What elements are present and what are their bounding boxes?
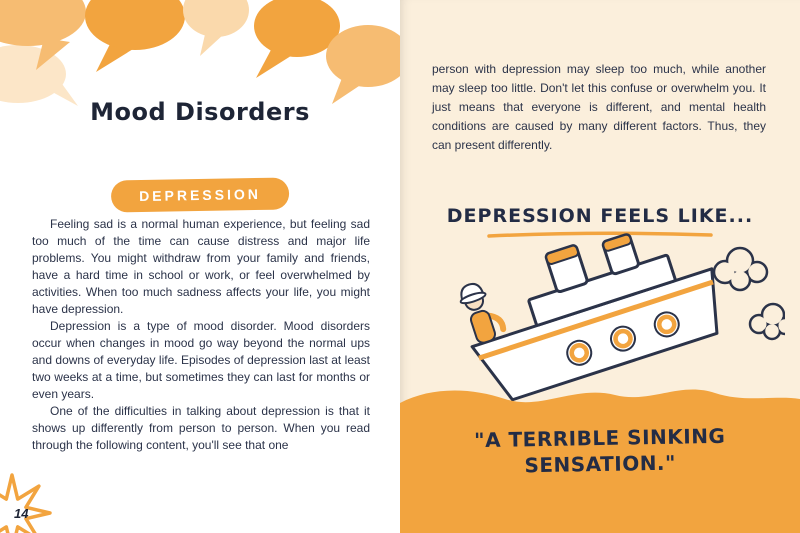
steam-cloud-icon — [750, 304, 785, 339]
speech-bubbles-decoration — [0, 0, 400, 150]
starburst-doodle — [0, 471, 56, 533]
page-title: Mood Disorders — [90, 98, 310, 126]
paragraph: person with depression may sleep too much, while another may sleep too little. Don't let this confuse or overwhelm you. It just means that everyone is different, and mental health conditions are caused by many different factors. Thus, they can present differently. — [432, 62, 766, 152]
paragraph: Feeling sad is a normal human experience, but feeling sad too much of the time can cause distress and major life problems. You might withdraw from your family and friends, have a hard time in school or work, or feel overwhelmed by activities. When too much sadness affects your life, you might have depression. — [32, 217, 370, 316]
paragraph: One of the difficulties in talking about depression is that it shows up differently from person to person. When you read through the following content, you'll see that one — [32, 404, 370, 452]
depression-badge: DEPRESSION — [111, 177, 289, 212]
quote-line: SENSATION." — [524, 450, 677, 478]
body-text-column — [32, 216, 370, 454]
page-number: 14 — [14, 506, 29, 521]
paragraph: Depression is a type of mood disorder. Mood disorders occur when changes in mood go way beyond the normal ups and downs of everyday life. Episodes of depression last at least two weeks at a time, but sometimes they can last for months or even years. — [32, 319, 370, 401]
quote-text — [400, 422, 800, 481]
right-page — [400, 0, 800, 533]
quote-line: "A TERRIBLE SINKING — [473, 423, 726, 453]
section-heading-text: DEPRESSION FEELS LIKE... — [446, 205, 754, 227]
steam-cloud-icon — [714, 248, 767, 290]
